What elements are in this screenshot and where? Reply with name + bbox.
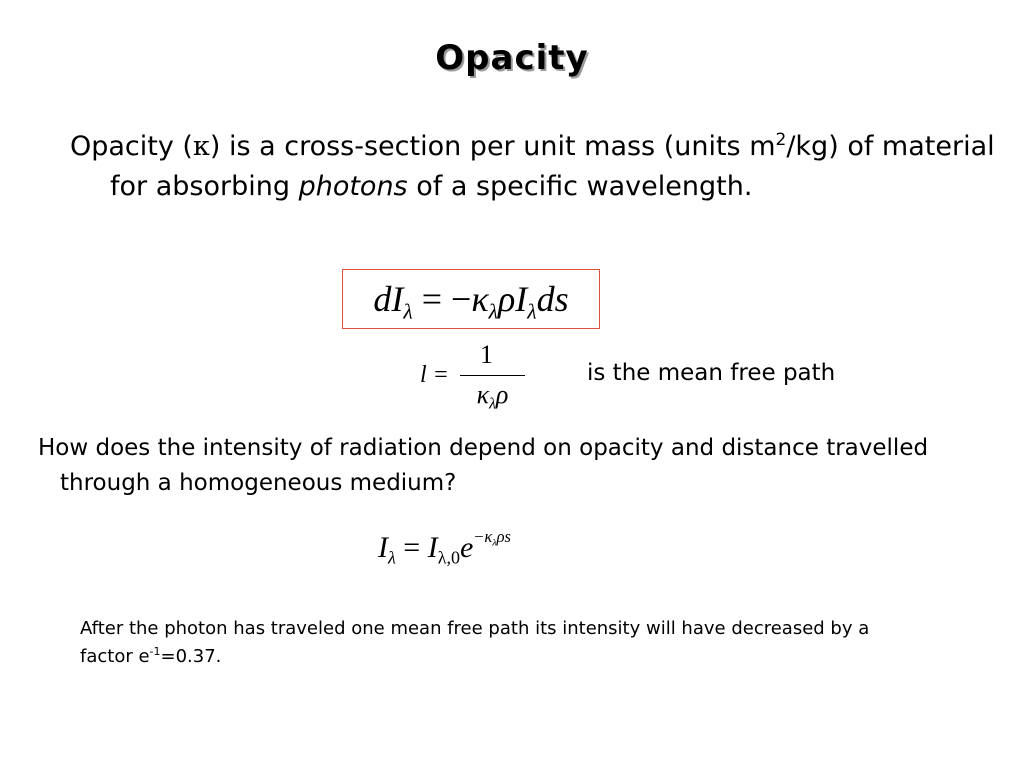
kappa-symbol: κ bbox=[192, 131, 210, 162]
mfp-numerator: 1 bbox=[480, 340, 493, 369]
question-text: How does the intensity of radiation depend on opacity and distance travelled through a homogeneous medium? bbox=[38, 435, 929, 496]
slide-title: Opacity bbox=[435, 38, 589, 78]
opacity-definition: Opacity (κ) is a cross-section per unit mass (units $m^2/kg$) of material for absorbing photons of a specific wavelength. bbox=[70, 130, 995, 202]
attenuation-equation: $I_\lambda = I_{\lambda,0}e^{-\kappa_\lambda\rho s}$ bbox=[378, 527, 511, 568]
fraction-bar bbox=[460, 375, 525, 376]
mean-free-path-equation bbox=[410, 340, 540, 416]
transfer-equation: $dI_\lambda = -\kappa_\lambda\rho I_\lambda ds$ bbox=[373, 279, 569, 324]
footnote-text: After the photon has traveled one mean free path its intensity will have decreased by a factor $e^{-1}=0.37$. bbox=[80, 618, 870, 667]
mfp-lhs: l = bbox=[420, 362, 449, 388]
mean-free-path-label: is the mean free path bbox=[587, 360, 836, 386]
mfp-denominator: $\kappa_\lambda\rho$ bbox=[476, 380, 509, 413]
